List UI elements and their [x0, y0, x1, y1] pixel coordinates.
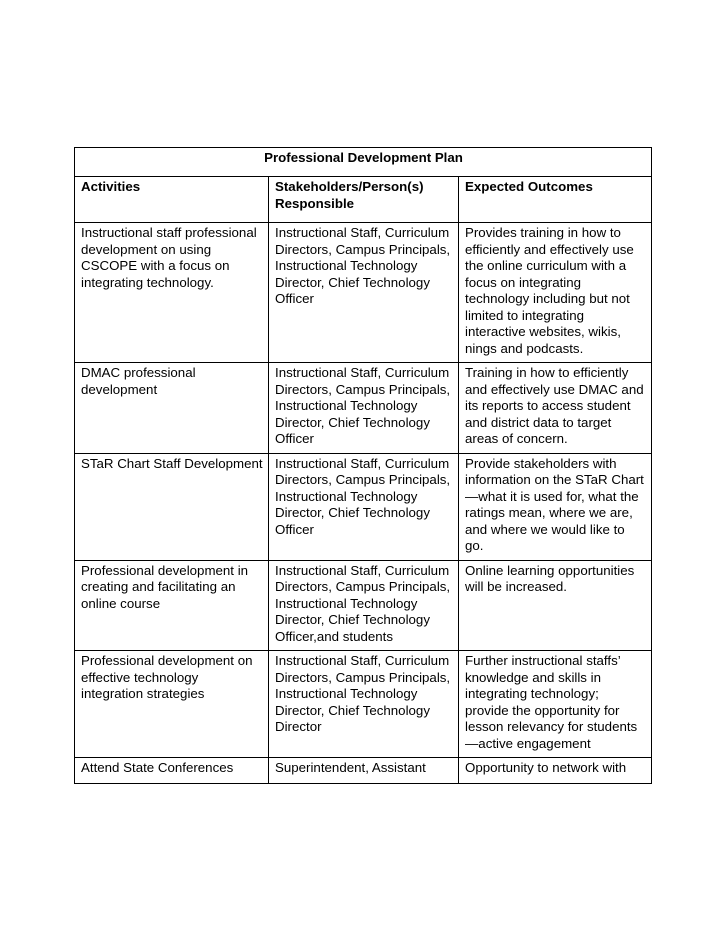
table-row	[75, 223, 652, 363]
outcome-cell: Training in how to efficiently and effectively use DMAC and its reports to access student and district data to target areas of concern.	[459, 363, 652, 454]
activity-cell: STaR Chart Staff Development	[75, 453, 269, 560]
outcome-cell: Provides training in how to efficiently and effectively use the online curriculum with a focus on integrating technology including but not limited to integrating interactive websites, wikis, nings and podcasts.	[459, 223, 652, 363]
table-row	[75, 453, 652, 560]
outcome-cell: Online learning opportunities will be increased.	[459, 560, 652, 651]
professional-development-plan-table	[74, 147, 652, 784]
table-header-row	[75, 177, 652, 223]
table-row	[75, 758, 652, 784]
activity-cell: Attend State Conferences	[75, 758, 269, 784]
activity-cell: Professional development in creating and facilitating an online course	[75, 560, 269, 651]
header-stakeholders: Stakeholders/Person(s) Responsible	[269, 177, 459, 223]
responsible-cell: Instructional Staff, Curriculum Directors, Campus Principals, Instructional Technology Director, Chief Technology Officer	[269, 453, 459, 560]
table-title: Professional Development Plan	[75, 148, 652, 177]
responsible-cell: Instructional Staff, Curriculum Directors, Campus Principals, Instructional Technology Director, Chief Technology Director	[269, 651, 459, 758]
activity-cell: Instructional staff professional development on using CSCOPE with a focus on integrating technology.	[75, 223, 269, 363]
header-expected-outcomes: Expected Outcomes	[459, 177, 652, 223]
table-row	[75, 560, 652, 651]
table-row	[75, 651, 652, 758]
responsible-cell: Instructional Staff, Curriculum Directors, Campus Principals, Instructional Technology Director, Chief Technology Officer,and students	[269, 560, 459, 651]
responsible-cell: Superintendent, Assistant	[269, 758, 459, 784]
activity-cell: DMAC professional development	[75, 363, 269, 454]
responsible-cell: Instructional Staff, Curriculum Directors, Campus Principals, Instructional Technology Director, Chief Technology Officer	[269, 223, 459, 363]
outcome-cell: Further instructional staffs’ knowledge and skills in integrating technology; provide the opportunity for lesson relevancy for students—active engagement	[459, 651, 652, 758]
table-title-row	[75, 148, 652, 177]
table-row	[75, 363, 652, 454]
header-activities: Activities	[75, 177, 269, 223]
activity-cell: Professional development on effective technology integration strategies	[75, 651, 269, 758]
outcome-cell: Opportunity to network with	[459, 758, 652, 784]
responsible-cell: Instructional Staff, Curriculum Directors, Campus Principals, Instructional Technology Director, Chief Technology Officer	[269, 363, 459, 454]
outcome-cell: Provide stakeholders with information on the STaR Chart—what it is used for, what the ratings mean, where we are, and where we would like to go.	[459, 453, 652, 560]
